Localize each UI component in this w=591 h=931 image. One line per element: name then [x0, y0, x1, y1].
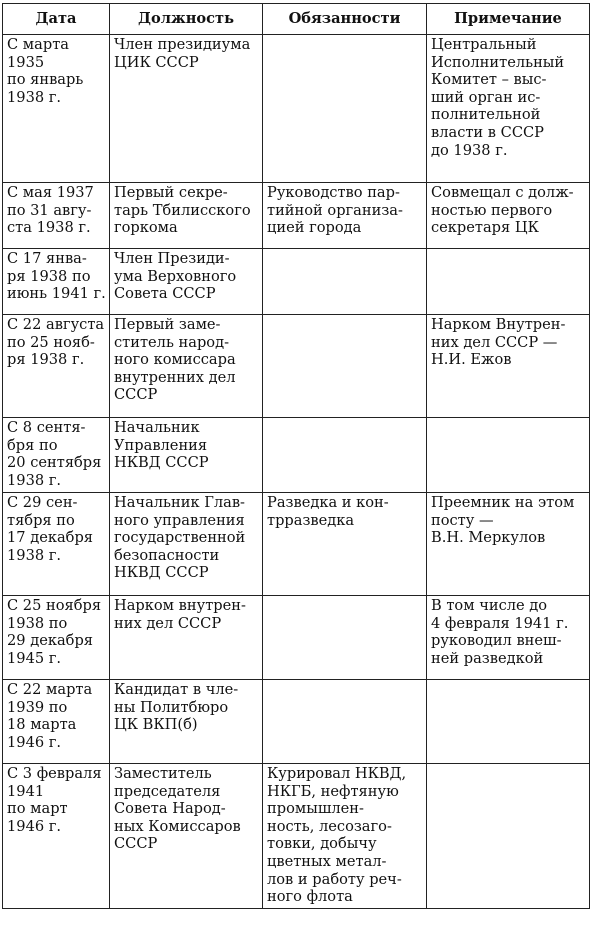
table-row	[3, 183, 590, 249]
cell-note	[427, 680, 590, 764]
cell-note-text: Нарком Внутрен- них дел СССР — Н.И. Ежов	[431, 316, 566, 369]
table-row	[3, 596, 590, 680]
cell-date-text: С 29 сен- тября по 17 декабря 1938 г.	[7, 494, 93, 564]
cell-position	[110, 249, 263, 315]
cell-date-text: С 8 сентя- бря по 20 сентября 1938 г.	[7, 419, 102, 489]
cell-duties	[263, 315, 427, 418]
cell-note	[427, 249, 590, 315]
cell-position	[110, 493, 263, 596]
cell-note-text: Центральный Исполнительный Комитет – выс- ший орган ис- полнительной власти в СССР до 1938 г.	[431, 36, 565, 159]
cell-duties	[263, 596, 427, 680]
cell-date	[3, 183, 110, 249]
cell-date	[3, 35, 110, 183]
career-table	[2, 3, 590, 909]
table-row	[3, 764, 590, 909]
cell-position	[110, 418, 263, 493]
cell-date	[3, 418, 110, 493]
cell-date-text: С 3 февраля 1941 по март 1946 г.	[7, 765, 102, 835]
cell-position-text: Начальник Глав- ного управления государственной безопасности НКВД СССР	[114, 494, 246, 582]
cell-duties	[263, 249, 427, 315]
table-row	[3, 680, 590, 764]
cell-date-text: С мая 1937 по 31 авгу- ста 1938 г.	[7, 184, 94, 237]
cell-position-text: Член президиума ЦИК СССР	[114, 36, 251, 71]
cell-date-text: С марта 1935 по январь 1938 г.	[7, 36, 84, 106]
table-header-row	[3, 4, 590, 35]
table-row	[3, 249, 590, 315]
cell-duties	[263, 680, 427, 764]
cell-note-text: Преемник на этом посту — В.Н. Меркулов	[431, 494, 575, 547]
cell-duties-text: Курировал НКВД, НКГБ, нефтяную промышлен- ность, лесозаго- товки, добычу цветных метал- лов и работу реч- ного флота	[267, 765, 407, 906]
table-row	[3, 35, 590, 183]
cell-duties	[263, 764, 427, 909]
header-position: Должность	[110, 4, 263, 35]
header-note: Примечание	[427, 4, 590, 35]
cell-position	[110, 680, 263, 764]
cell-date	[3, 680, 110, 764]
cell-duties	[263, 418, 427, 493]
cell-position	[110, 315, 263, 418]
cell-position-text: Начальник Управления НКВД СССР	[114, 419, 209, 472]
cell-note	[427, 183, 590, 249]
cell-note	[427, 35, 590, 183]
cell-note-text: В том числе до 4 февраля 1941 г. руководил внеш- ней разведкой	[431, 597, 569, 667]
cell-position-text: Заместитель председателя Совета Народ- ных Комиссаров СССР	[114, 765, 241, 853]
cell-position	[110, 764, 263, 909]
cell-position-text: Первый секре- тарь Тбилисского горкома	[114, 184, 251, 237]
cell-date-text: С 22 августа по 25 нояб- ря 1938 г.	[7, 316, 105, 369]
header-duties: Обязанности	[263, 4, 427, 35]
table-row	[3, 315, 590, 418]
cell-date	[3, 249, 110, 315]
cell-duties-text: Разведка и кон- трразведка	[267, 494, 389, 529]
cell-date	[3, 315, 110, 418]
cell-position-text: Кандидат в чле- ны Политбюро ЦК ВКП(б)	[114, 681, 239, 734]
header-date: Дата	[3, 4, 110, 35]
cell-position-text: Нарком внутрен- них дел СССР	[114, 597, 246, 632]
cell-date-text: С 22 марта 1939 по 18 марта 1946 г.	[7, 681, 93, 751]
cell-position	[110, 596, 263, 680]
cell-position	[110, 35, 263, 183]
cell-date-text: С 25 ноября 1938 по 29 декабря 1945 г.	[7, 597, 102, 667]
table-row	[3, 493, 590, 596]
table-row	[3, 418, 590, 493]
cell-note	[427, 315, 590, 418]
cell-duties	[263, 35, 427, 183]
cell-duties	[263, 493, 427, 596]
cell-note	[427, 764, 590, 909]
cell-date	[3, 764, 110, 909]
cell-duties-text: Руководство пар- тийной организа- цией города	[267, 184, 403, 237]
cell-position-text: Первый заме- ститель народ- ного комиссара внутренних дел СССР	[114, 316, 236, 404]
cell-date	[3, 493, 110, 596]
cell-date-text: С 17 янва- ря 1938 по июнь 1941 г.	[7, 250, 106, 303]
cell-note-text: Совмещал с долж- ностью первого секретаря ЦК	[431, 184, 574, 237]
cell-note	[427, 418, 590, 493]
cell-position-text: Член Президи- ума Верховного Совета СССР	[114, 250, 237, 303]
cell-note	[427, 596, 590, 680]
cell-duties	[263, 183, 427, 249]
cell-date	[3, 596, 110, 680]
cell-note	[427, 493, 590, 596]
cell-position	[110, 183, 263, 249]
